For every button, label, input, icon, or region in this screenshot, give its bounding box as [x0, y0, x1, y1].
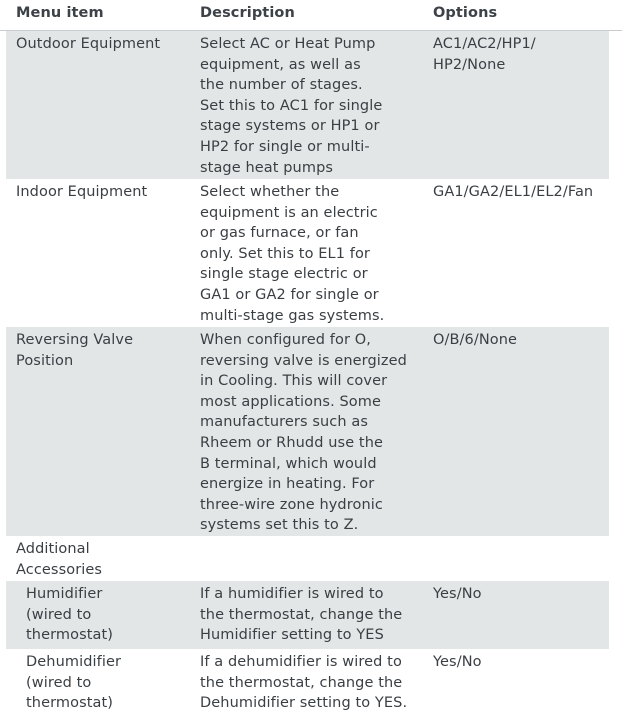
row-description: If a dehumidifier is wired to the thermostat, change the Dehumidifier setting to YES. — [200, 654, 408, 712]
row-options: Yes/No — [433, 586, 482, 602]
row-menu-item: Additional Accessories — [16, 541, 103, 578]
row-menu-item: Indoor Equipment — [16, 184, 148, 200]
table-row-reversing-valve — [6, 327, 609, 536]
table-row-humidifier — [6, 581, 609, 649]
header-description: Description — [200, 5, 295, 21]
row-menu-item: Outdoor Equipment — [16, 36, 161, 52]
row-description: If a humidifier is wired to the thermostat, change the Humidifier setting to YES — [200, 586, 403, 644]
row-options: AC1/AC2/HP1/ HP2/None — [433, 36, 536, 73]
row-menu-item: Reversing Valve Position — [16, 332, 134, 369]
table-row-additional-accessories — [0, 536, 622, 581]
row-options: Yes/No — [433, 654, 482, 670]
row-options: GA1/GA2/EL1/EL2/Fan — [433, 184, 594, 200]
row-description: Select whether the equipment is an electric or gas furnace, or fan only. Set this to EL1 for single stage electric or GA1 or GA2 for single or multi-stage gas systems. — [200, 184, 385, 324]
table-row-outdoor-equipment — [6, 31, 609, 179]
table-header — [0, 0, 622, 31]
row-description: When configured for O, reversing valve is energized in Cooling. This will cover most applications. Some manufacturers such as Rheem or Rhudd use the B terminal, which would energize in heating. For three-wire zone hydronic systems set this to Z. — [200, 332, 407, 534]
row-menu-item: Humidifier (wired to thermostat) — [26, 586, 114, 644]
row-description: Select AC or Heat Pump equipment, as well as the number of stages. Set this to AC1 for single stage systems or HP1 or HP2 for single or multi- stage heat pumps — [200, 36, 383, 176]
table-row-indoor-equipment — [0, 179, 622, 327]
header-menu-item: Menu item — [16, 5, 104, 21]
table-row-dehumidifier — [0, 649, 622, 721]
header-options: Options — [433, 5, 498, 21]
row-menu-item: Dehumidifier (wired to thermostat) — [26, 654, 122, 712]
row-options: O/B/6/None — [433, 332, 518, 348]
